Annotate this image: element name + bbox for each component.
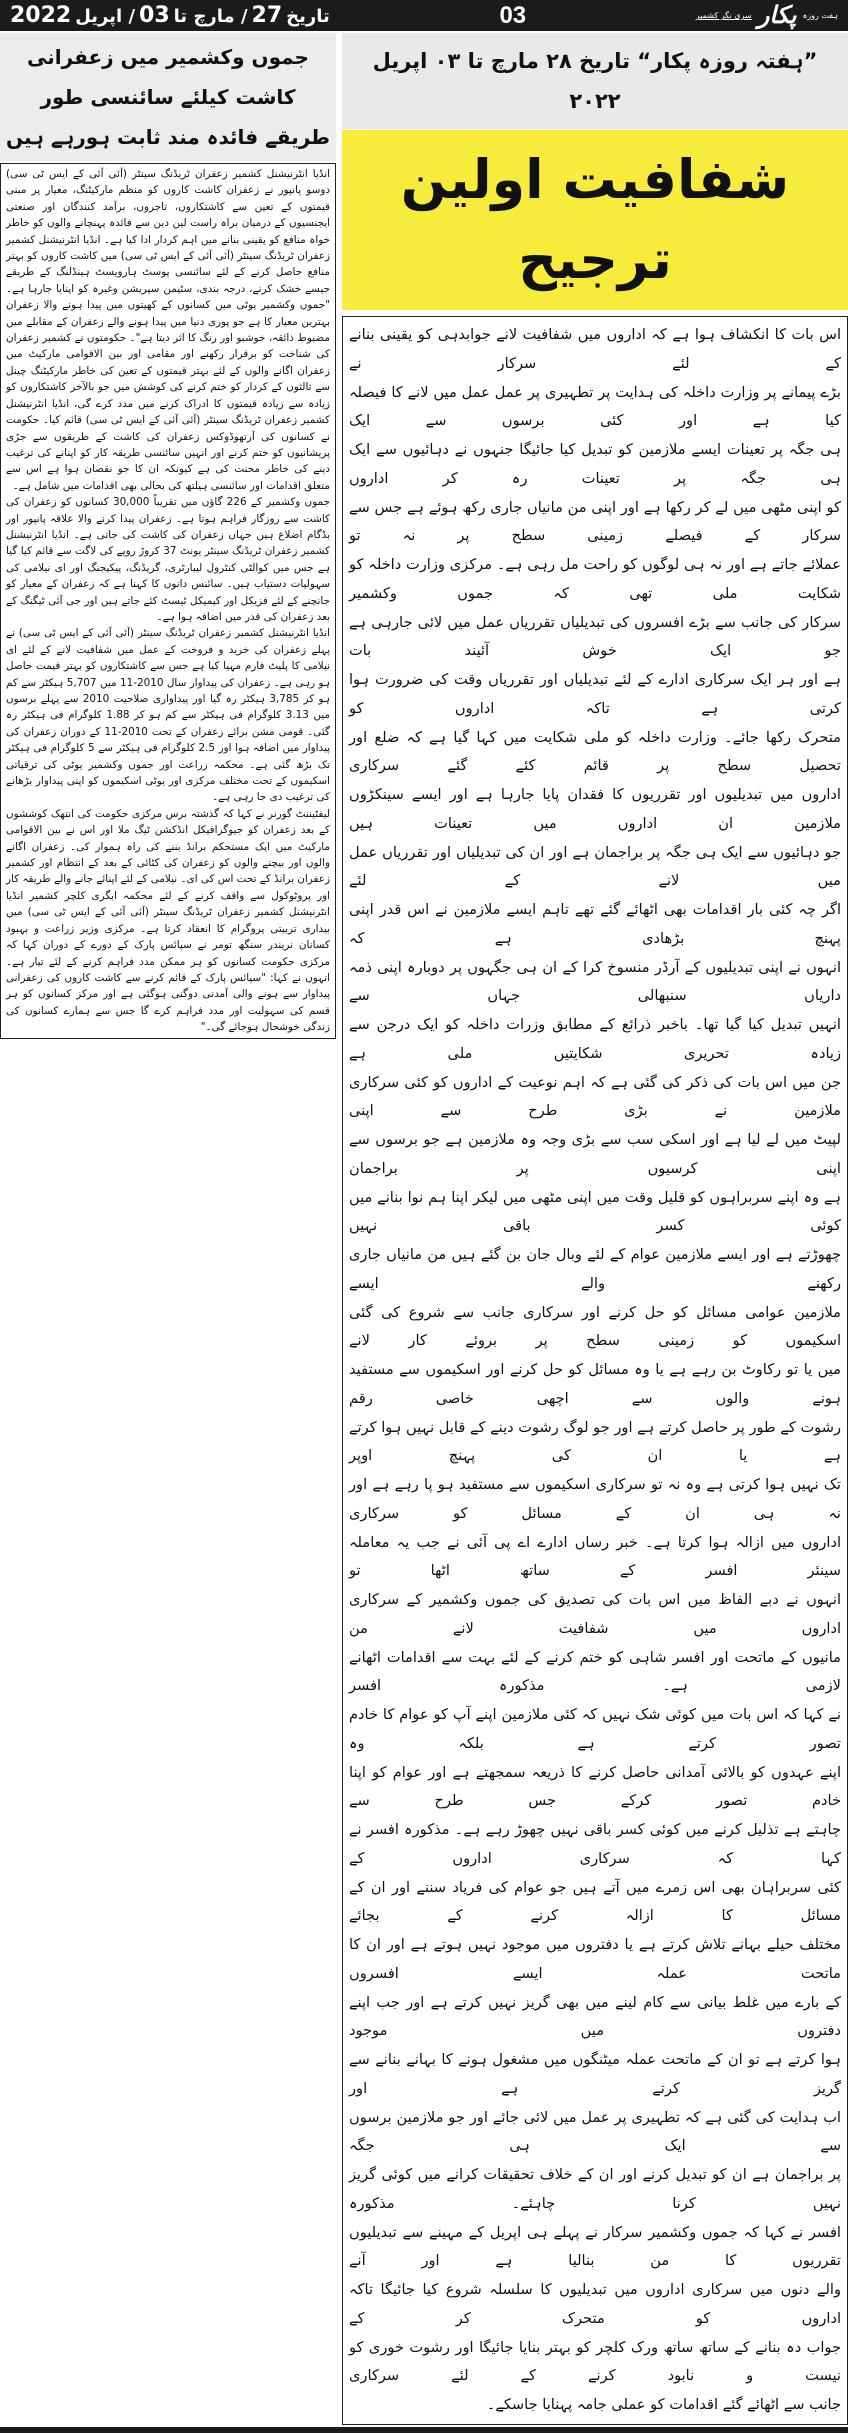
date-end-day: 03 — [139, 3, 170, 28]
article-line: انہوں نے دبے الفاظ میں اس بات کی تصدیق کی جموں وکشمیر کے سرکاری اداروں میں شفافیت لانے من — [349, 1591, 841, 1637]
issue-date — [10, 3, 330, 28]
newspaper-logo — [696, 0, 838, 31]
article-line: ہی جگہ پر تعینات ایسے ملازمین کو تبدیل کیا جائیگا جنہوں نے دہائیوں سے ایک ہی جگہ پر تعینات رہ کر اداروں — [349, 441, 841, 487]
article-line: تک نہیں ہوا کرتی ہے وہ نہ تو سرکاری اسکیموں سے مستفید ہو پا رہے ہے اور نہ ہی ان کے مسائل کو سرکاری — [349, 1476, 841, 1522]
article-line: رشوت کے طور پر حاصل کرتے ہے اور جو لوگ رشوت دینے کے قابل نہیں ہوا کرتے ہے یا ان کی پہنچ اوپر — [349, 1418, 841, 1465]
article-line: جانب سے اٹھائے گئے اقدامات کو عملی جامہ پہنایا جاسکے۔ — [486, 2396, 841, 2413]
article-line: کو اپنی مٹھی میں لے کر رکھا ہے اور اپنی من مانیاں جاری رکھ ہوئے ہے جس سے سرکار کے فیصلے زمینی سطح پر نہ تو — [349, 498, 841, 545]
left-article-body — [0, 163, 336, 1039]
article-line: اس بات کا انکشاف ہوا ہے کہ اداروں میں شفافیت لانے جوابدہی کو یقینی بنانے کے لئے سرکار نے — [349, 326, 841, 372]
date-year: 2022 — [10, 3, 72, 28]
paragraph: انڈیا انٹرنیشنل کشمیر زعفران ٹریڈنگ سینٹر (آئی آئی کے ایس ٹی سی) دوسو پانپور نے زعفران کاشت کاروں کو منظم مارکیٹنگ، معیار پر مبنی قیمتوں کے تعین سے کاشتکاروں، تاجروں، برآمد کنندگان اور صنعتی ایجنسیوں کے درمیان براہ راست لین دین سے فائدہ پہنچانے والوں کو خاطر خواہ منافع کو یقینی بنانے میں اہم کردار ادا کیا ہے۔ انڈیا انٹرنیشنل کشمیر زعفران ٹریڈنگ سینٹر (آئی آئی کے ایس ٹی سی) میں کاشت کاروں کو بہتر منافع حاصل کرنے کے لئے سائنسی پوسٹ ہارویسٹ ہینڈلنگ کے طریقے جیسے خشک کرنے، درجہ بندی، سٹیمن سپریشن وغیرہ کو اپنایا جارہا ہے۔ "جموں وکشمیر یوٹی میں کسانوں کے کھیتوں میں پیدا ہونے والا زعفران بہترین معیار کا ہے جو پوری دنیا میں پیدا ہونے والے زعفران کے مقابلے میں مضبوط ذائقہ، خوشبو اور رنگ کا اثر دیتا ہے"۔ حکومتوں نے کشمیر زعفران کی شناخت کو برقرار رکھنے اور مقامی اور بین الاقوامی مارکیٹ میں زعفران اگانے والوں کے لئے بہتر قیمتوں کے تعین کی خاطر مارکیٹنگ چینل سے ثالثوں کے کردار کو ختم کرنے کی کوشش میں جو بالآخر کاشتکاروں کو زیادہ سے زیادہ قیمتوں کا ادراک کرنے میں مدد کرے گی، انڈیا انٹرنیشنل کشمیر زعفران ٹریڈنگ سینٹر (آئی آئی کے ایس ٹی سی) قائم کیا۔ حکومت نے کسانوں کی آرتھوڈوکس زعفران کی کاشت کے طریقوں سے جڑی پریشانیوں کو ختم کرنے اور انہیں سائنسی طریقہ کار کو اپنانے کی ترغیب دینے کی خاطر محنت کی ہے کیونکہ ان کا جو نقصان ہوا ہے اس سے متعلق اقدامات اور سائنسی ہیلتھ کی بحالی بھی اقدامات میں شامل ہے۔ — [6, 168, 330, 492]
logo-subtitle: ہفت روزہ — [802, 11, 838, 20]
logo-place: سری نگر کشمیر — [695, 11, 752, 20]
date-start-month: / مارچ تا — [173, 6, 248, 27]
article-line: ہوا کرتے ہے تو ان کے ماتحت عملہ میٹنگوں میں مشغول ہونے کا بہانے بنانے سے گریز کرتے ہے اور — [349, 2051, 841, 2097]
article-line: عملائے جاتے ہے اور نہ ہی لوگوں کو راحت مل رہی ہے۔ مرکزی وزارت داخلہ کو شکایت ملی تھی کہ جموں وکشمیر — [349, 556, 841, 602]
article-line: لپیٹ میں لے لیا ہے اور اسکی سب سے بڑی وجہ وہ ملازمین ہے جو برسوں سے اپنی کرسیوں پر براجمان — [349, 1131, 841, 1177]
left-column — [0, 33, 336, 1039]
article-line: متحرک رکھا جائے۔ وزارت داخلہ کو ملی شکایت میں کہا گیا ہے کہ ضلع اور تحصیل سطح پر قائم کئے گئے سرکاری — [349, 728, 841, 775]
article-line: ہے وہ اپنے سربراہوں کو قلیل وقت میں اپنی مٹھی میں لیکر اپنا ہم نوا بنانے میں کوئی کسر باقی نہیں — [349, 1188, 841, 1235]
article-line: افسر نے کہا کہ جموں وکشمیر سرکار نے پہلے ہی اپریل کے مہینے سے تبدیلیوں تقرریوں کا من بنالیا ہے اور آنے — [349, 2223, 841, 2270]
article-line: پر براجمان ہے ان کو تبدیل کرنے اور ان کے خلاف تحقیقات کرانے میں کوئی گریز نہیں کرنا چاہئے۔ مذکورہ — [349, 2166, 841, 2212]
article-line: کے بارے میں غلط بیانی سے کام لینے میں بھی گریز نہیں کرتے ہے اور جب اپنے دفتروں میں موجود — [349, 1993, 841, 2040]
date-prefix: تاریخ — [286, 6, 330, 27]
article-line: انہیں تبدیل کیا گیا تھا۔ باخبر ذرائع کے مطابق وزرات داخلہ کو ایک درجن سے زیادہ تحریری شکایتیں ملی ہے — [349, 1016, 841, 1062]
article-line: نے کہا کہ اس بات میں کوئی شک نہیں کہ کئی ملازمین اپنے آپ کو عوام کا خادم تصور کرتے ہے بلکہ وہ — [349, 1706, 841, 1752]
article-line: چاہتے ہے تذلیل کرنے میں کوئی کسر باقی نہیں چھوڑ رہے ہے۔ مذکورہ افسر نے کہا کہ سرکاری اداروں کے — [349, 1821, 841, 1867]
left-headline — [0, 33, 336, 161]
article-line: مختلف حیلے بہانے تلاش کرتے ہے یا دفتروں میں موجود نہیں ہوتے ہے اور ان کا ماتحت عملہ ایسے افسروں — [349, 1936, 841, 1982]
article-line: مانیوں کے ماتحت اور افسر شاہی کو ختم کرنے کے لئے بہت سے اقدامات اٹھانے لازمی ہے۔ مذکورہ افسر — [349, 1648, 841, 1695]
article-line: میں یا تو رکاوٹ بن رہے ہے یا وہ مسائل کو حل کرنے اور اسکیموں سے مستفید ہونے والوں سے اچھی خاصی رقم — [349, 1361, 841, 1407]
left-headline-line: طریقے فائدہ مند ثابت ہورہے ہیں — [6, 125, 330, 149]
article-line: اب ہدایت کی گئی ہے کہ تطہیری پر عمل میں لائی جائے اور جو ملازمین برسوں سے ایک ہی جگہ — [349, 2108, 841, 2155]
logo-title: پکار — [757, 1, 797, 29]
page-number: 03 — [499, 1, 527, 29]
page-columns — [0, 31, 848, 2425]
article-line: بڑے پیمانے پر وزارت داخلہ کی ہدایت پر تطہیری پر عمل عمل میں لانے کا فیصلہ کیا ہے اور کئی برسوں سے ایک — [349, 383, 841, 430]
footer-bar — [0, 2427, 848, 2433]
article-line: جو دہائیوں سے ایک ہی جگہ پر براجمان ہے اور ان کی تبدیلیاں اور تقرریاں عمل میں لانے کے لئے — [349, 843, 841, 890]
article-line: جواب دہ بنانے کے ساتھ ساتھ ورک کلچر کو بہتر بنایا جائیگا اور رشوت خوری کو نیست و نابود کرنے کے لئے سرکاری — [349, 2338, 841, 2385]
paragraph: انڈیا انٹرنیشنل کشمیر زعفران ٹریڈنگ سینٹر (آئی آئی کے ایس ٹی سی) نے پہلے زعفران کی خرید و فروخت کے عمل میں شفافیت لانے کے لئے ای نیلامی کا پلیٹ فارم مہیا کیا ہے جس سے کاشتکاروں کو بہتر قیمت حاصل ہو رہی ہے۔ زعفران کی پیداوار سال 2010-11 میں 5,707 ہیکٹر سے کم ہو کر 3,785 ہیکٹر رہ گیا اور پیداواری صلاحیت 2010 سے پہلے برسوں میں 3.13 کلوگرام فی ہیکٹر سے کم ہو کر 1.88 کلوگرام فی ہیکٹر رہ گئی۔ قومی مشن برائے زعفران کے تحت 2010-11 کے دوران زعفران کی پیداوار میں اضافہ ہوا اور 2.5 کلوگرام فی ہیکٹر سے 5 کلوگرام فی ہیکٹر تک بڑھ گئی ہے۔ محکمہ زراعت اور جموں وکشمیر یوٹی کی ترقیاتی اسکیموں کے تحت مختلف مرکزی اور یوٹی اسکیموں کو اپنی پیداوار بڑھانے کی ترغیب دی جا رہی ہے۔ — [6, 627, 330, 804]
right-headline-box — [342, 130, 848, 310]
article-line: جن میں اس بات کی ذکر کی گئی ہے کہ اہم نوعیت کے اداروں کو کئی سرکاری ملازمین نے بڑی طرح سے اپنی — [349, 1073, 841, 1120]
article-line: کئی سربراہان بھی اس زمرے میں آتے ہیں جو عوام کی فریاد سننے اور ان کے مسائل کا ازالہ کرنے کے بجائے — [349, 1878, 841, 1925]
article-line: ہے اور ہر ایک سرکاری ادارے کے لئے تبدیلیاں اور تقرریاں وقت کی ضرورت ہوا کرتی ہے تاکہ اداروں کو — [349, 671, 841, 717]
date-start-day: 27 — [251, 3, 283, 28]
right-headline: شفافیت اولین ترجیح — [400, 148, 790, 291]
article-line: اگر چہ کئی بار اقدامات بھی اٹھائے گئے تھے تاہم ایسے ملازمین نے اس قدر اپنی پہنچ بڑھادی ہے کہ — [349, 901, 841, 947]
paragraph: جموں وکشمیر کے 226 گاؤں میں تقریباً 30,000 کسانوں کو زعفران کی کاشت سے روزگار فراہم ہوتا ہے۔ زعفران پیدا کرنے والا علاقہ پانپور اور بڈگام اضلاع ہیں جہاں زعفران کی کاشت کی جاتی ہے۔ انڈیا انٹرنیشنل کشمیر زعفران ٹریڈنگ سینٹر یونٹ 37 کروڑ روپے کی لاگت سے قائم کیا گیا ہے جس میں کوالٹی کنٹرول لیبارٹری، گریڈنگ، پیکیجنگ اور ای نیلامی کی سہولیات دستیاب ہیں۔ سائنس دانوں کا کہنا ہے کہ زعفران کے معیار کو جانچنے کے لئے فزیکل اور کیمیکل ٹیسٹ کئے جاتے ہیں اور جی آئی ٹیگنگ کے بعد زعفران کی قدر میں اضافہ ہوا ہے۔ — [6, 496, 330, 623]
article-line: اداروں میں تبدیلیوں اور تقرریوں کا فقدان پایا جارہا ہے اور ایسے سینکڑوں ملازمین ان اداروں میں تعینات ہیں — [349, 786, 841, 832]
masthead-bar — [0, 0, 848, 31]
right-article-body — [342, 316, 848, 2425]
paragraph: لیفٹیننٹ گورنر نے کہا کہ گذشتہ برس مرکزی حکومت کی انتھک کوششوں کے بعد زعفران کو جیوگرافیکل انڈکشن ٹیگ ملا اور اس نے بین الاقوامی مارکیٹ میں ایک مستحکم برانڈ بننے کی راہ ہموار کی۔ زعفران اگانے والوں اور بیچنے والوں کو زعفران کی کٹائی کے بعد کے انتظام اور کشمیر زعفران برانڈ کے تحت اس کی ای۔ نیلامی کے لئے اپنائے جانے والے طریقہ کار اور پروٹوکول سے واقف کرنے کے لئے محکمہ ایگری کلچر کشمیر انڈیا انٹرنیشنل کشمیر زعفران ٹریڈنگ سینٹر (آئی آئی کے ایس ٹی سی) میں بیداری تربیتی پروگرام کا انعقاد کرتا ہے۔ مرکزی وزیر زراعت و بہبود کسانان نریندر سنگھ تومر نے سپائس پارک کے دورے کے دوران کہا کہ مرکزی حکومت کسانوں کو ہر ممکن مدد فراہم کرنے کے لئے تیار ہے۔ انہوں نے کہا: "سپائس پارک کے قائم کرنے سے کاشت کاروں کی زعفرانی پیداوار سے ہونے والی آمدنی دوگنی ہوگئی ہے اور مرکز کسانوں کو ہر قسم کی سہولیت اور مدد فراہم کرے گا جس سے ہمارے کسانوں کی زندگی خوشحال ہوجائے گی۔" — [6, 807, 330, 1034]
article-line: ملازمین عوامی مسائل کو حل کرنے اور سرکاری جانب سے شروع کی گئی اسکیموں کو زمینی سطح پر بروئے کار لانے — [349, 1303, 841, 1350]
right-column — [342, 33, 848, 2425]
article-line: سرکار کی جانب سے بڑے افسروں کی تبدیلیاں تقرریاں عمل میں لائی جارہی ہے جو ایک خوش آئیند بات — [349, 613, 841, 660]
article-line: چھوڑتے ہے اور ایسے ملازمین عوام کے لئے وبال جان بن گئے ہیں من مانیاں جاری رکھنے والے ایسے — [349, 1246, 841, 1292]
article-line: اپنے عہدوں کو بالائی آمدانی حاصل کرنے کا ذریعہ سمجھتے ہے اور عوام کو اپنا خادم تصور کرکے جس طرح سے — [349, 1763, 841, 1810]
date-end-month: / اپریل — [75, 6, 136, 27]
right-kicker — [342, 33, 848, 129]
left-headline-line: جموں وکشمیر میں زعفرانی کاشت کیلئے سائنسی طور — [27, 45, 309, 109]
article-line: انہوں نے اپنی تبدیلیوں کے آرڈر منسوخ کرا کے ان ہی جگہوں پر دوبارہ اپنی ذمہ داریاں سنبھالی جہاں سے — [349, 958, 841, 1005]
article-line: والے دنوں میں سرکاری اداروں میں تبدیلیوں کا سلسلہ شروع کیا جائیگا تاکہ اداروں کو متحرک کر کے — [349, 2281, 841, 2327]
kicker-text: ”ہفتہ روزہ پکار“ تاریخ ۲۸ مارچ تا ۰۳ اپریل ۲۰۲۲ — [372, 49, 818, 113]
article-line: اداروں میں ازالہ ہوا کرتا ہے۔ خبر رساں ادارے اے پی آئی نے جب یہ معاملہ سینئر افسر کے ساتھ اٹھا تو — [349, 1533, 841, 1580]
